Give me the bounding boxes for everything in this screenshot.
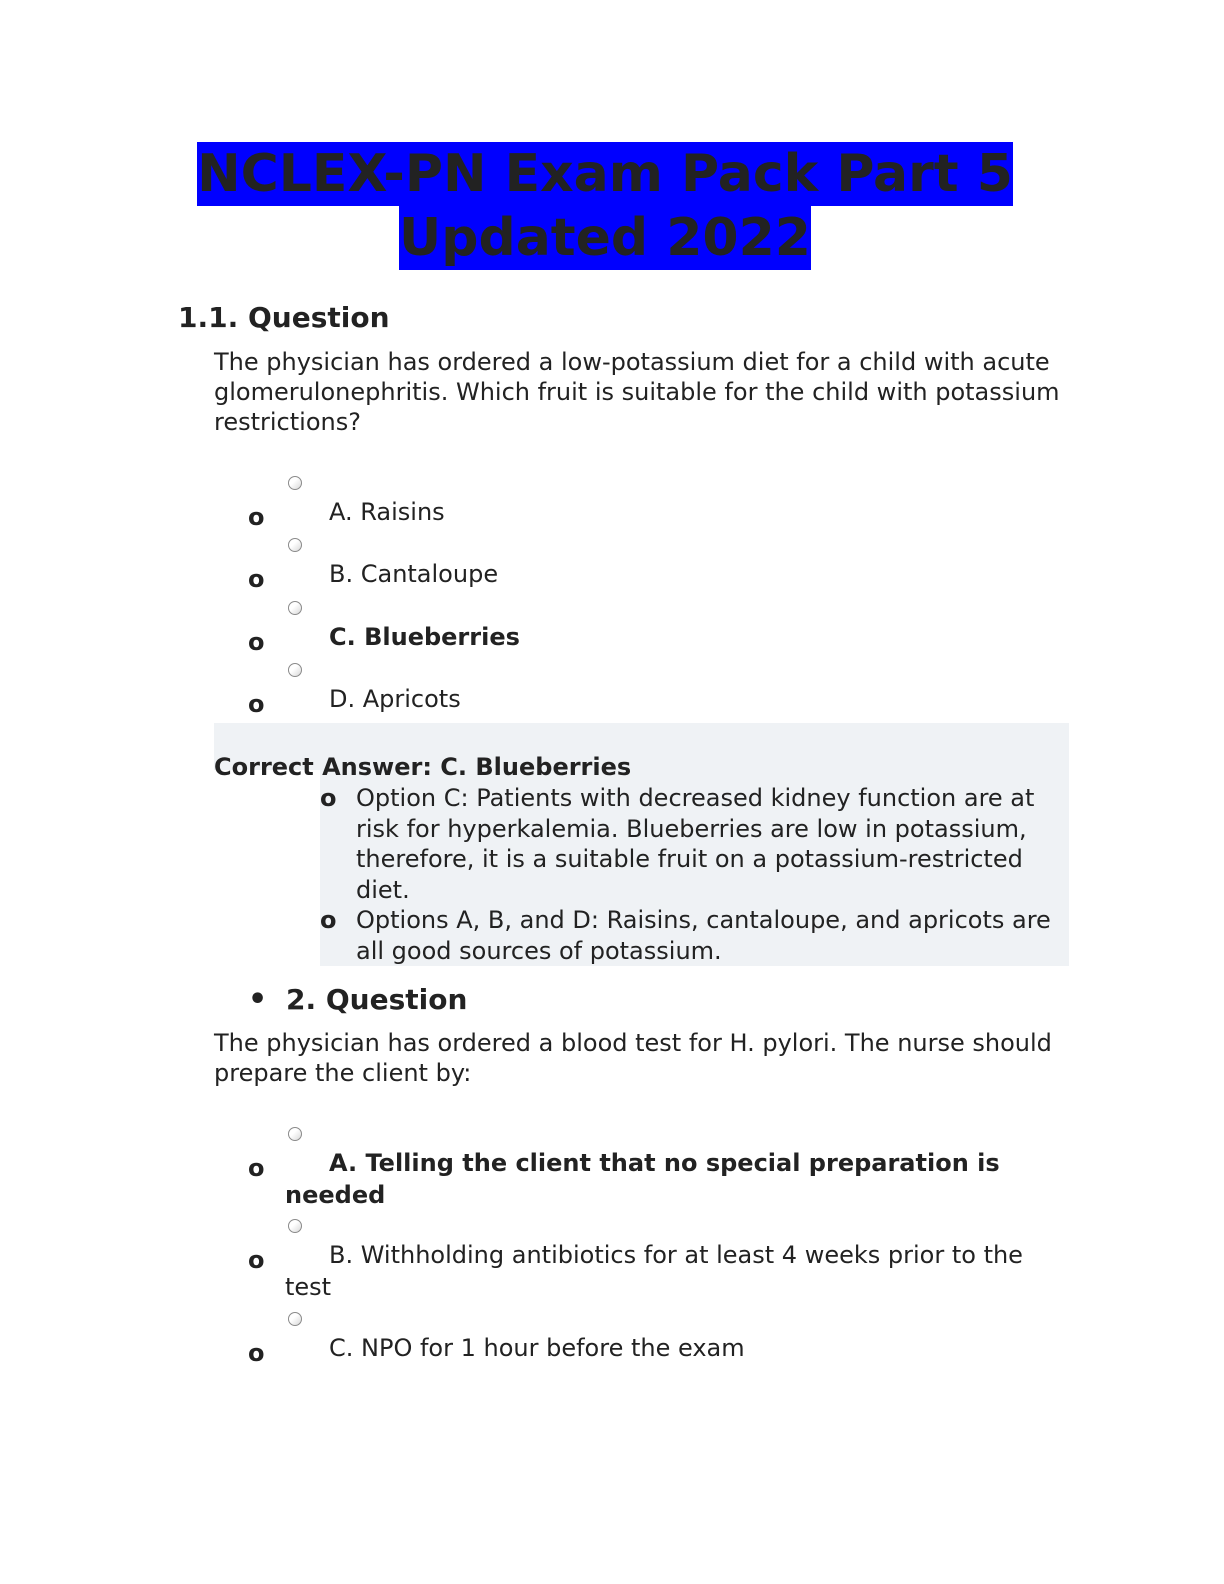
option-label: C. NPO for 1 hour before the exam	[329, 1334, 745, 1362]
radio-button[interactable]	[288, 1219, 302, 1233]
list-marker: o	[248, 565, 265, 593]
option-label: B. Withholding antibiotics for at least 4 weeks prior to the test	[285, 1241, 1023, 1301]
option-label: A. Telling the client that no special preparation is needed	[285, 1149, 1000, 1209]
list-marker: o	[248, 690, 265, 718]
q2-option-b[interactable]	[248, 1233, 1068, 1303]
explanation-text: Options A, B, and D: Raisins, cantaloupe, and apricots are all good sources of potassium.	[356, 906, 1051, 965]
option-label: C. Blueberries	[329, 623, 520, 651]
radio-button[interactable]	[288, 476, 302, 490]
list-marker: o	[320, 906, 337, 934]
explanation-text: Option C: Patients with decreased kidney function are at risk for hyperkalemia. Blueberries are low in potassium, therefore, it is a suitable fruit on a potassium-restricted diet.	[356, 784, 1035, 904]
option-label: B. Cantaloupe	[329, 560, 499, 588]
q2-option-a[interactable]	[248, 1141, 1068, 1211]
list-marker: o	[248, 1246, 265, 1274]
document-title	[150, 142, 1060, 270]
list-marker: o	[248, 1154, 265, 1182]
title-line-1: NCLEX-PN Exam Pack Part 5	[197, 144, 1013, 204]
list-marker: o	[248, 1339, 265, 1367]
correct-answer-title: Correct Answer: C. Blueberries	[214, 753, 632, 781]
q1-option-b[interactable]	[248, 552, 1068, 602]
question-1-text: The physician has ordered a low-potassium diet for a child with acute glomerulonephritis. Which fruit is suitable for the child with potassium restrictions?	[214, 348, 1060, 436]
title-line-2: Updated 2022	[399, 208, 811, 268]
list-marker: o	[320, 784, 337, 812]
list-marker: o	[248, 503, 265, 531]
q2-option-c[interactable]	[248, 1326, 1068, 1376]
radio-button[interactable]	[288, 538, 302, 552]
q1-option-a[interactable]	[248, 490, 1068, 540]
radio-button[interactable]	[288, 663, 302, 677]
radio-button[interactable]	[288, 1127, 302, 1141]
radio-button[interactable]	[288, 601, 302, 615]
option-label: A. Raisins	[329, 498, 445, 526]
option-label: D. Apricots	[329, 685, 461, 713]
list-marker: o	[248, 628, 265, 656]
q1-option-d[interactable]	[248, 677, 1068, 727]
q1-option-c[interactable]	[248, 615, 1068, 665]
question-2-heading: 2. Question	[286, 983, 468, 1016]
question-2-text: The physician has ordered a blood test for H. pylori. The nurse should prepare the client by:	[214, 1029, 1052, 1087]
question-1-heading: 1.1. Question	[178, 301, 390, 334]
radio-button[interactable]	[288, 1312, 302, 1326]
bullet-icon: •	[248, 982, 268, 1017]
